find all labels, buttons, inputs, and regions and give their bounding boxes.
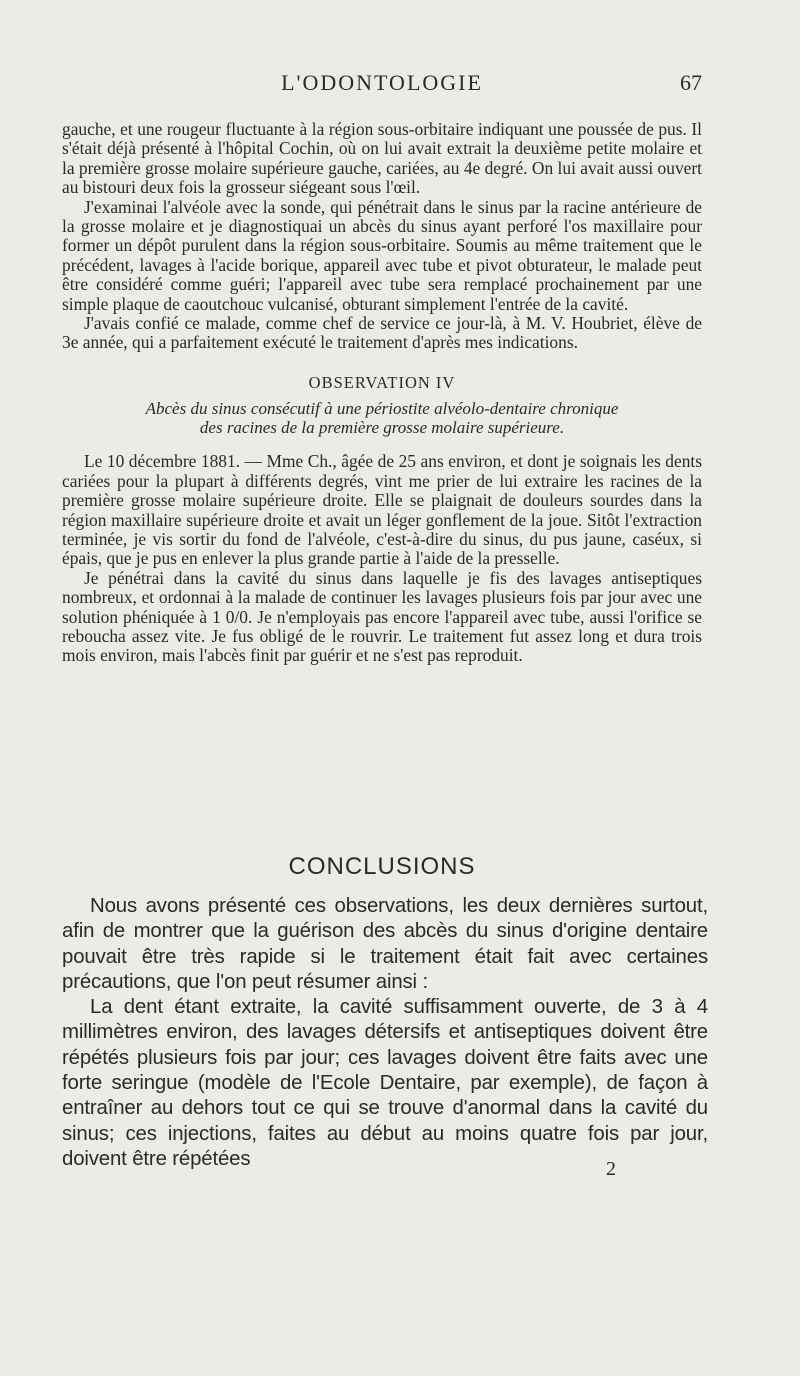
paragraph: J'examinai l'alvéole avec la sonde, qui pénétrait dans le sinus par la racine antérieure de la grosse molaire et je diagnostiquai un abcès du sinus ayant perforé l'os maxillaire pour former un dépôt purulent dans la région sous-orbitaire. Soumis au même traitement que le précédent, lavages à l'acide borique, appareil avec tube et pivot obturateur, le malade peut être considéré comme guéri; l'appareil avec tube sera remplacé prochainement par une simple plaque de caoutchouc vulcanisé, obturant simplement l'entrée de la cavité. (62, 196, 702, 314)
observation-subtitle-line: des racines de la première grosse molaire supérieure. (199, 418, 565, 438)
signature-mark: 2 (606, 1158, 616, 1180)
running-head (62, 70, 702, 104)
conclusions-body (62, 894, 708, 1172)
conclusions-heading-block (62, 847, 702, 889)
observation-subtitle (62, 399, 702, 437)
conclusions-title: CONCLUSIONS (288, 853, 476, 880)
observation-subtitle-line: Abcès du sinus consécutif à une périostite alvéolo-dentaire chronique (145, 399, 619, 419)
paragraph: Le 10 décembre 1881. — Mme Ch., âgée de 25 ans environ, et dont je soignais les dents cariées pour la plupart à différents degrés, vint me prier de lui extraire les racines de la première grosse molaire supérieure droite. Elle se plaignait de douleurs sourdes dans la région maxillaire supérieure droite et avait un léger gonflement de la joue. Sitôt l'extraction terminée, je vis sortir du fond de l'alvéole, c'est-à-dire du sinus, du pus jaune, caséux, si épais, que je pus en enlever la plus grande partie à l'aide de la presselle. (62, 451, 702, 569)
paragraph: J'avais confié ce malade, comme chef de service ce jour-là, à M. V. Houbriet, élève de 3e année, qui a parfaitement exécuté le traitement d'après mes indications. (62, 313, 702, 353)
body-text-small (62, 120, 702, 666)
paragraph: Je pénétrai dans la cavité du sinus dans laquelle je fis des lavages antiseptiques nombreux, et ordonnai à la malade de continuer les lavages plusieurs fois par jour avec une solution phéniquée à 1 0/0. Je n'employais pas encore l'appareil avec tube, aussi l'orifice se reboucha assez vite. Je fus obligé de le rouvrir. Le traitement fut assez long et dura trois mois environ, mais l'abcès finit par guérir et ne s'est pas reproduit. (62, 567, 702, 666)
observation-title: OBSERVATION IV (308, 372, 456, 392)
paragraph: Nous avons présenté ces observations, les deux dernières surtout, afin de montrer que la guérison des abcès du sinus d'origine dentaire pouvait être très rapide si le traitement était fait avec certaines précautions, que l'on peut résumer ainsi : (62, 895, 708, 993)
paragraph: La dent étant extraite, la cavité suffisamment ouverte, de 3 à 4 millimètres environ, des lavages détersifs et antiseptiques doivent être répétés plusieurs fois par jour; ces lavages doivent être faits avec une forte seringue (modèle de l'Ecole Dentaire, par exemple), de façon à entraîner au dehors tout ce qui se trouve d'anormal dans la cavité du sinus; ces injections, faites au début au moins quatre fois par jour, doivent être répétées (62, 996, 708, 1170)
paragraph: gauche, et une rougeur fluctuante à la région sous-orbitaire indiquant une poussée de pus. Il s'était déjà présenté à l'hôpital Cochin, où on lui avait extrait la deuxième petite molaire et la première grosse molaire supérieure gauche, cariées, au 4e degré. On lui avait aussi ouvert au bistouri deux fois la grosseur siégeant sous l'œil. (62, 119, 702, 198)
running-title: L'ODONTOLOGIE (281, 70, 483, 95)
page-number: 67 (680, 70, 702, 95)
